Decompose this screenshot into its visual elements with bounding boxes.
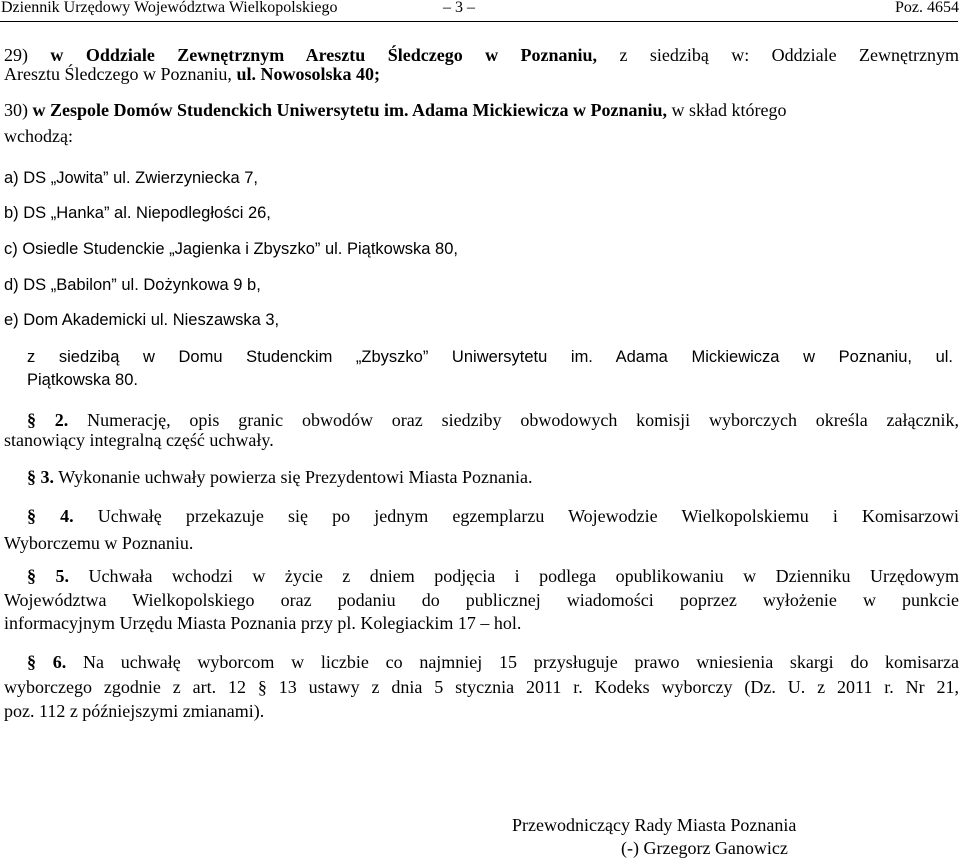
dormitory-item: a) DS „Jowita” ul. Zwierzyniecka 7, (4, 169, 258, 187)
section-number: § 6. (27, 652, 67, 672)
item-30-line-2: wchodzą: (4, 126, 73, 146)
dormitory-item: b) DS „Hanka” al. Niepodległości 26, (4, 204, 271, 222)
dormitory-item: e) Dom Akademicki ul. Nieszawska 3, (4, 311, 280, 329)
signature-title: Przewodniczący Rady Miasta Poznania (512, 815, 797, 835)
section-5-line-2: Województwa Wielkopolskiego oraz podaniu do publicznej wiadomości poprzez wyłożenie w punkcie (4, 590, 959, 610)
section-4-line-1: § 4. Uchwałę przekazuje się po jednym egzemplarzu Wojewodzie Wielkopolskiemu i Komisarzowi (27, 506, 959, 526)
section-6-line-3: poz. 112 z późniejszymi zmianami). (4, 701, 265, 721)
item-29-line-2: Aresztu Śledczego w Poznaniu, ul. Nowosolska 40; (4, 64, 380, 84)
section-number: § 3. (27, 467, 54, 487)
section-4-line-2: Wyborczemu w Poznaniu. (4, 533, 194, 553)
section-6-line-2: wyborczego zgodnie z art. 12 § 13 ustawy z dnia 5 stycznia 2011 r. Kodeks wyborczy (Dz. U. z 2011 r. Nr 21, (4, 677, 959, 697)
page-header (0, 0, 960, 22)
seat-line-2: Piątkowska 80. (27, 371, 138, 389)
section-6-line-1: § 6. Na uchwałę wyborcom w liczbie co najmniej 15 przysługuje prawo wniesienia skargi do komisarza (27, 652, 960, 672)
signature-name: (-) Grzegorz Ganowicz (621, 838, 788, 858)
section-number: § 2. (27, 410, 69, 430)
section-5-line-3: informacyjnym Urzędu Miasta Poznania przy pl. Kolegiackim 17 – hol. (4, 613, 522, 633)
section-number: § 4. (27, 506, 74, 526)
dormitory-item: d) DS „Babilon” ul. Dożynkowa 9 b, (4, 276, 261, 294)
header-divider (0, 21, 958, 22)
page-number: – 3 – (443, 0, 475, 16)
position-number: Poz. 4654 (895, 0, 959, 16)
section-5-line-1: § 5. Uchwała wchodzi w życie z dniem podjęcia i podlega opublikowaniu w Dzienniku Urzędowym (27, 566, 959, 586)
journal-title: Dziennik Urzędowy Województwa Wielkopolskiego (1, 0, 338, 16)
dormitory-item: c) Osiedle Studenckie „Jagienka i Zbyszko” ul. Piątkowska 80, (4, 240, 458, 258)
item-30-line-1: 30) w Zespole Domów Studenckich Uniwersytetu im. Adama Mickiewicza w Poznaniu, w skład którego (4, 100, 787, 120)
seat-line-1: z siedzibą w Domu Studenckim „Zbyszko” Uniwersytetu im. Adama Mickiewicza w Poznaniu, ul. (27, 348, 953, 366)
section-2-line-1: § 2. Numerację, opis granic obwodów oraz siedziby obwodowych komisji wyborczych określa załącznik, (27, 410, 959, 430)
section-2-line-2: stanowiący integralną część uchwały. (4, 430, 274, 450)
section-number: § 5. (27, 566, 69, 586)
item-29-line-1: 29) w Oddziale Zewnętrznym Aresztu Śledczego w Poznaniu, z siedzibą w: Oddziale Zewnętrznym (4, 45, 960, 65)
section-3-line-1: § 3. Wykonanie uchwały powierza się Prezydentowi Miasta Poznania. (27, 467, 533, 487)
